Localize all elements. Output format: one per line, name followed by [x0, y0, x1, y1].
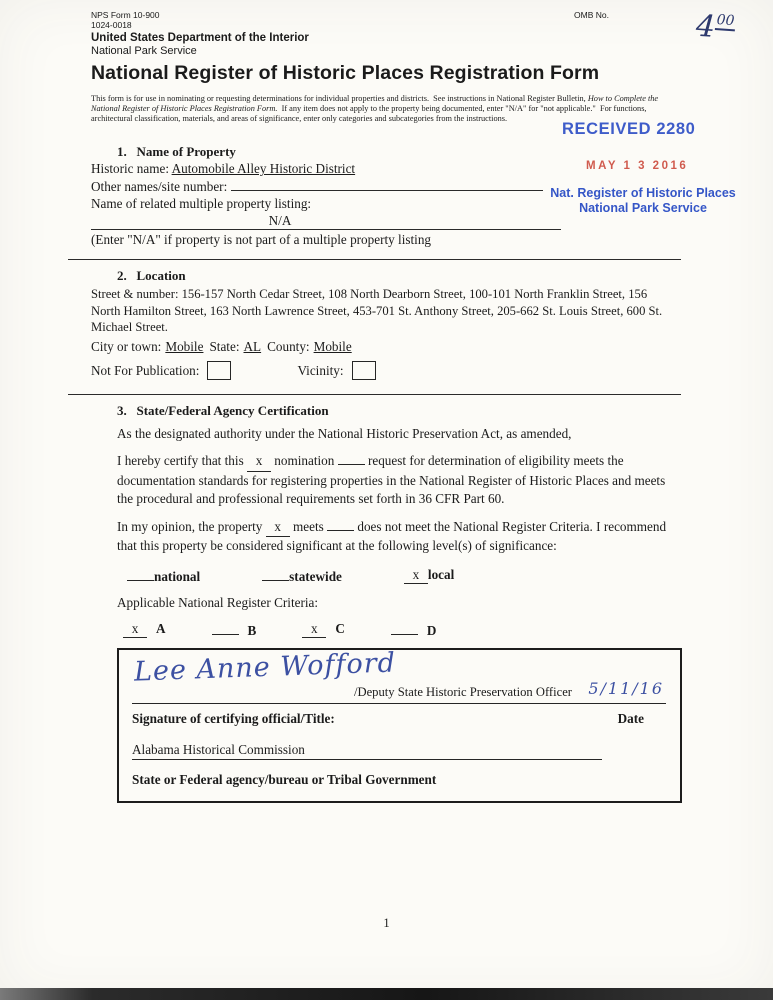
handwritten-signature-date: 5/11/16 — [588, 679, 664, 698]
not-for-publication-checkbox[interactable] — [207, 361, 231, 380]
criterion-a-label: A — [156, 621, 166, 636]
local-label: local — [427, 566, 455, 582]
opinion-text-pre: In my opinion, the property — [117, 518, 263, 534]
opinion-text-post: does not meet the National Register Criteria. I recommend that this property be considered significant at the following level(s) of significance: — [117, 518, 667, 553]
state-value: AL — [243, 338, 262, 354]
form-meta — [91, 10, 681, 30]
local-checkmark[interactable]: x — [404, 567, 428, 584]
state-label: State: — [209, 338, 240, 354]
criteria-row — [123, 621, 682, 639]
criterion-a-checkmark[interactable]: x — [123, 621, 147, 638]
criterion-d-label: D — [426, 623, 437, 638]
certification-statement — [117, 451, 682, 509]
criterion-b — [212, 621, 257, 639]
county-value: Mobile — [313, 338, 352, 354]
certification-section-body — [117, 425, 682, 804]
related-listing-value-field[interactable] — [91, 212, 561, 230]
agency-subtitle: National Park Service — [91, 45, 197, 57]
certify-nomination-label: nomination — [274, 453, 335, 468]
form-title: National Register of Historic Places Registration Form — [91, 62, 600, 84]
historic-name-label: Historic name: — [91, 161, 170, 176]
city-state-county-row — [91, 338, 681, 355]
statewide-blank-field[interactable] — [262, 567, 289, 581]
publication-vicinity-row — [91, 359, 681, 383]
form-number: NPS Form 10-900 — [91, 10, 160, 20]
vicinity-label: Vicinity: — [297, 362, 344, 378]
page-number: 1 — [383, 916, 390, 930]
section-divider-1 — [68, 259, 681, 260]
level-national — [127, 567, 200, 585]
related-listing-note: (Enter "N/A" if property is not part of a multiple property listing — [91, 232, 432, 247]
national-register-stamp-line1: Nat. Register of Historic Places — [550, 186, 736, 200]
national-label: national — [154, 568, 201, 584]
section-3-heading: 3. State/Federal Agency Certification — [117, 402, 329, 418]
instructions-bulletin-title: How to Complete the National Register of Historic Places Registration Form. — [91, 94, 661, 113]
vicinity-checkbox[interactable] — [352, 361, 376, 380]
county-label: County: — [267, 338, 310, 354]
certifying-agency-name: Alabama Historical Commission — [132, 742, 602, 760]
opinion-meets-label: meets — [293, 518, 324, 534]
opinion-statement — [117, 517, 682, 556]
omb-code: 1024-0018 — [91, 20, 132, 30]
date-label: Date — [617, 711, 644, 726]
signature-line — [132, 647, 666, 704]
signer-title: /Deputy State Historic Preservation Officer — [354, 685, 572, 699]
handwritten-amount-annotation — [695, 9, 736, 47]
national-register-stamp-line2: National Park Service — [579, 201, 707, 215]
section-1-heading: 1. Name of Property — [117, 144, 236, 159]
criterion-b-blank-field[interactable] — [212, 621, 239, 635]
not-for-publication-label: Not For Publication: — [91, 362, 200, 378]
handwritten-amount-main: 4 — [694, 8, 717, 45]
significance-levels-row — [127, 567, 682, 585]
criterion-b-label: B — [247, 623, 257, 638]
criterion-d — [391, 621, 437, 639]
criterion-c-checkmark[interactable]: x — [302, 621, 326, 638]
section-2-heading: 2. Location — [117, 268, 186, 283]
certification-signature-box — [117, 648, 682, 803]
certify-text-pre: I hereby certify that this — [117, 453, 244, 468]
criterion-c-label: C — [335, 621, 345, 636]
national-blank-field[interactable] — [127, 567, 154, 581]
instructions-text-pre: This form is for use in nominating or requesting determinations for individual properties and districts. See instructions in National Register Bulletin, — [91, 94, 588, 103]
does-not-meet-blank-field[interactable] — [327, 517, 354, 531]
scan-edge-artifact — [0, 988, 773, 1000]
city-label: City or town: — [91, 338, 162, 354]
certify-text-post: request for determination of eligibility meets the documentation standards for registering properties in the National Register of Historic Places and meets the procedural and professional requirements set forth in 36 CFR Part 60. — [117, 453, 666, 506]
street-value: 156-157 North Cedar Street, 108 North Dearborn Street, 100-101 North Franklin Street, 156 North Hamilton Street, 163 North Lawrence Street, 453-701 St. Anthony Street, 205-662 St. Louis Street, 600 St. Michael Street. — [91, 287, 663, 334]
nomination-checkmark[interactable]: x — [247, 452, 271, 472]
omb-number-label: OMB No. — [574, 10, 609, 20]
authority-statement: As the designated authority under the National Historic Preservation Act, as amended, — [117, 425, 572, 441]
criterion-a — [123, 621, 166, 639]
signature-of-official-label: Signature of certifying official/Title: — [132, 711, 335, 726]
street-address-row — [91, 286, 679, 336]
level-local — [404, 567, 454, 585]
national-register-stamp — [540, 186, 746, 216]
historic-name-value: Automobile Alley Historic District — [171, 161, 356, 176]
form-meta-line1 — [91, 10, 681, 20]
received-date-stamp: MAY 1 3 2016 — [586, 160, 689, 172]
section-divider-2 — [68, 394, 681, 395]
street-label: Street & number: — [91, 287, 179, 301]
received-stamp: RECEIVED 2280 — [562, 120, 696, 138]
criterion-c — [302, 621, 345, 639]
level-statewide — [262, 567, 342, 585]
department-title: United States Department of the Interior — [91, 32, 309, 44]
city-value: Mobile — [165, 338, 204, 354]
agency-bureau-label: State or Federal agency/bureau or Tribal Government — [132, 772, 437, 787]
instructions-text-post: If any item does not apply to the property being documented, enter "N/A" for "not applicable." For functions, architectural classification, materials, and areas of significance, enter only categories and subcategories from the instructions. — [91, 104, 649, 123]
signature-labels-row — [132, 711, 666, 727]
statewide-label: statewide — [289, 568, 342, 584]
other-names-label: Other names/site number: — [91, 179, 228, 194]
request-blank-field[interactable] — [338, 451, 365, 465]
related-listing-value: N/A — [268, 213, 292, 228]
handwritten-amount-superscript: 00 — [715, 12, 736, 31]
related-listing-label: Name of related multiple property listing: — [91, 196, 312, 211]
criterion-d-blank-field[interactable] — [391, 621, 418, 635]
official-signature-handwriting: Lee Anne Wofford — [133, 647, 397, 688]
criteria-label: Applicable National Register Criteria: — [117, 594, 319, 610]
other-names-blank-field[interactable] — [231, 177, 543, 191]
meets-checkmark[interactable]: x — [266, 518, 290, 538]
certifying-agency-row — [132, 742, 666, 760]
